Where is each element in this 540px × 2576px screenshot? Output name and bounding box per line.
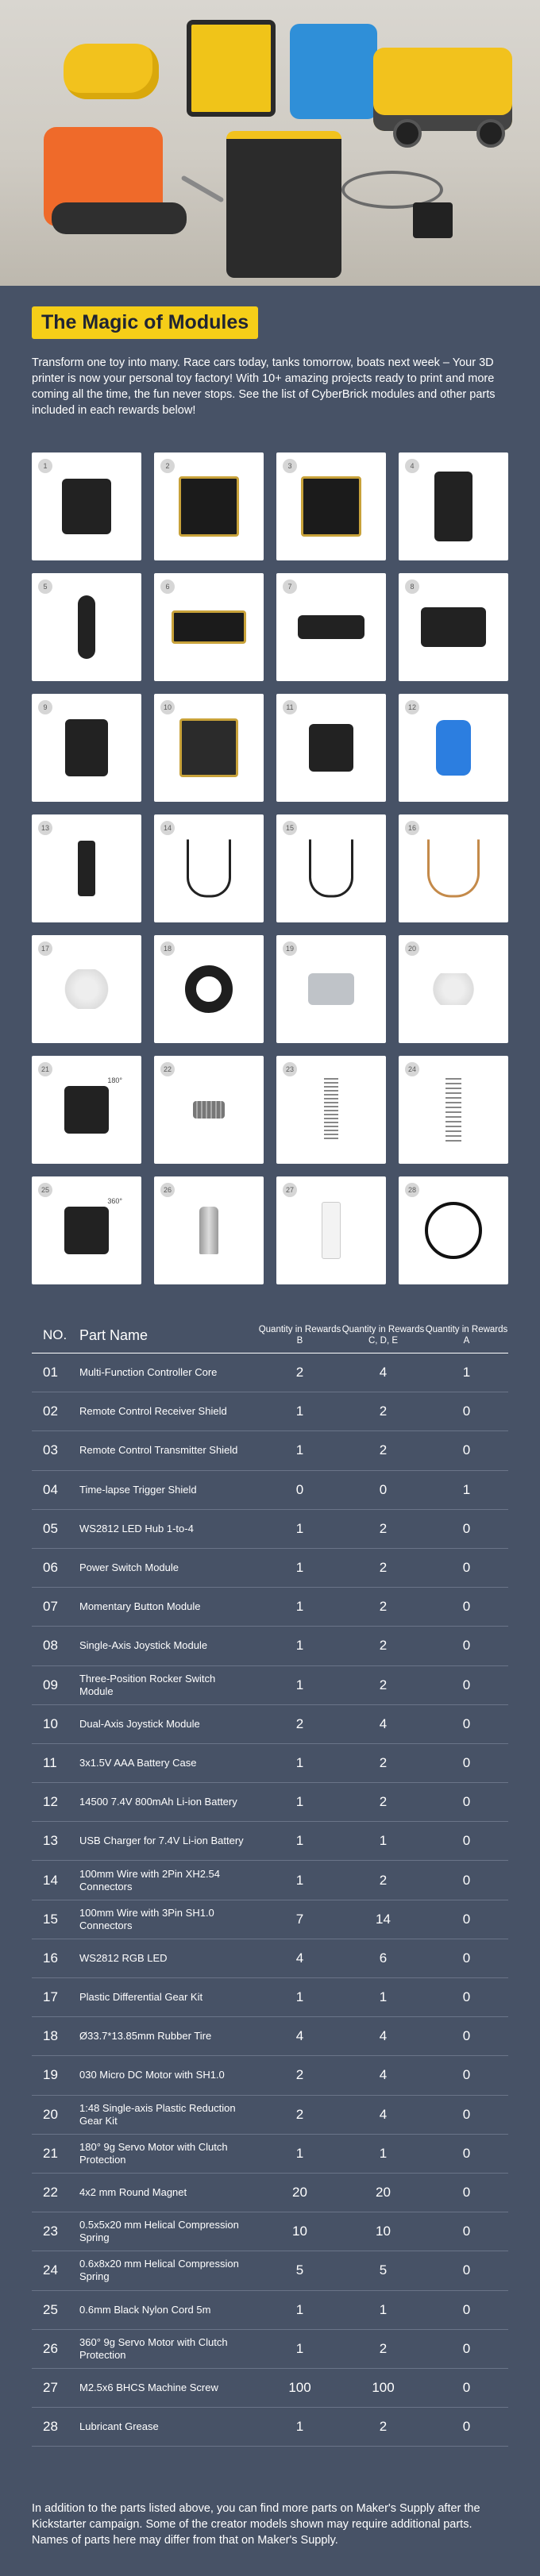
row-number: 19: [43, 2067, 58, 2083]
receiver-shield-image: [179, 476, 239, 537]
row-qty-a: 1: [462, 1481, 471, 1497]
part-number-badge: 13: [38, 821, 52, 835]
part-number-badge: 19: [283, 941, 297, 956]
row-qty-a: 0: [462, 2340, 471, 2356]
row-qty-cde: 5: [379, 2262, 388, 2278]
row-qty-b: 2: [295, 1715, 304, 1731]
row-qty-b: 10: [292, 2224, 307, 2239]
table-row: [32, 1353, 508, 1392]
row-qty-a: 0: [462, 1638, 471, 1654]
row-qty-cde: 2: [379, 1638, 388, 1654]
row-number: 23: [43, 2224, 58, 2239]
table-row: [32, 1510, 508, 1549]
row-qty-cde: 1: [379, 2145, 388, 2161]
row-number: 06: [43, 1560, 58, 1576]
part-card: [399, 452, 508, 560]
spring-06-image: [446, 1078, 461, 1142]
row-number: 10: [43, 1715, 58, 1731]
row-qty-a: 0: [462, 2067, 471, 2083]
row-qty-a: 0: [462, 1715, 471, 1731]
row-number: 18: [43, 2028, 58, 2044]
table-row: [32, 2096, 508, 2135]
row-part-name: Time-lapse Trigger Shield: [79, 1483, 197, 1496]
row-qty-cde: 4: [379, 1715, 388, 1731]
row-qty-cde: 2: [379, 1872, 388, 1888]
row-part-name: Ø33.7*13.85mm Rubber Tire: [79, 2030, 212, 2043]
section-header: [0, 286, 540, 339]
yellow-forklift-toy: [187, 20, 276, 117]
row-qty-b: 1: [295, 1794, 304, 1810]
row-number: 28: [43, 2419, 58, 2435]
row-number: 27: [43, 2379, 58, 2395]
part-card: [399, 573, 508, 681]
row-number: 24: [43, 2262, 58, 2278]
row-qty-cde: 2: [379, 1520, 388, 1536]
part-number-badge: 6: [160, 580, 175, 594]
table-row: [32, 1861, 508, 1900]
part-number-badge: 1: [38, 459, 52, 473]
part-card: [276, 1056, 386, 1164]
table-row: [32, 2056, 508, 2095]
battery-case-image: [309, 724, 353, 772]
row-number: 26: [43, 2340, 58, 2356]
part-number-badge: 14: [160, 821, 175, 835]
parts-grid: [32, 452, 508, 1284]
row-qty-a: 0: [462, 1989, 471, 2005]
row-number: 09: [43, 1677, 58, 1692]
rocker-switch-image: [65, 719, 108, 776]
row-qty-a: 0: [462, 1872, 471, 1888]
rubber-tire-image: [185, 965, 233, 1013]
part-card: [399, 1056, 508, 1164]
part-card: [276, 935, 386, 1043]
row-qty-cde: 2: [379, 2419, 388, 2435]
row-qty-a: 0: [462, 1442, 471, 1458]
row-number: 04: [43, 1481, 58, 1497]
row-part-name: 14500 7.4V 800mAh Li-ion Battery: [79, 1796, 237, 1808]
row-number: 11: [43, 1754, 57, 1770]
row-number: 02: [43, 1404, 58, 1419]
nylon-cord-image: [425, 1202, 482, 1259]
row-qty-b: 4: [295, 1950, 304, 1966]
part-card: [32, 694, 141, 802]
row-qty-b: 1: [295, 1638, 304, 1654]
part-number-badge: 23: [283, 1062, 297, 1076]
wire-2pin-image: [187, 840, 231, 898]
row-number: 05: [43, 1520, 58, 1536]
row-qty-a: 0: [462, 2106, 471, 2122]
row-qty-a: 0: [462, 2262, 471, 2278]
row-number: 17: [43, 1989, 58, 2005]
row-part-name: 0.5x5x20 mm Helical Compression Spring: [79, 2219, 239, 2244]
row-qty-b: 1: [295, 1520, 304, 1536]
row-qty-cde: 6: [379, 1950, 388, 1966]
spring-05-image: [324, 1078, 338, 1142]
li-ion-battery-image: [436, 720, 471, 776]
row-qty-cde: 4: [379, 2028, 388, 2044]
row-qty-a: 0: [462, 1677, 471, 1692]
row-qty-b: 0: [295, 1481, 304, 1497]
table-row: [32, 1392, 508, 1431]
differential-gear-image: [57, 969, 116, 1009]
row-qty-a: 0: [462, 1520, 471, 1536]
truck-wheel: [476, 119, 505, 148]
part-card: [32, 452, 141, 560]
row-part-name: Three-Position Rocker Switch Module: [79, 1672, 216, 1697]
dual-joystick-image: [179, 718, 238, 777]
row-qty-a: 0: [462, 2419, 471, 2435]
tweezers: [181, 175, 225, 202]
footer-note: In addition to the parts listed above, you can find more parts on Maker's Supply after the Kickstarter campaign. Some of the creator models shown may require additional parts. Names of parts here may differ from that on Maker's Supply.: [32, 2501, 480, 2547]
row-qty-cde: 4: [379, 2106, 388, 2122]
table-row: [32, 1549, 508, 1588]
table-row: [32, 1705, 508, 1744]
part-card: [32, 1056, 141, 1164]
row-qty-b: 2: [295, 2067, 304, 2083]
row-qty-b: 1: [295, 2301, 304, 2317]
row-part-name: 1:48 Single-axis Plastic Reduction Gear Kit: [79, 2101, 236, 2127]
row-qty-cde: 14: [376, 1911, 391, 1927]
part-card: [154, 1056, 264, 1164]
part-card: [276, 452, 386, 560]
row-number: 03: [43, 1442, 58, 1458]
row-qty-a: 0: [462, 2224, 471, 2239]
part-card: [154, 694, 264, 802]
row-qty-a: 0: [462, 1404, 471, 1419]
row-qty-b: 1: [295, 2145, 304, 2161]
row-qty-a: 1: [462, 1365, 471, 1380]
row-qty-cde: 4: [379, 1365, 388, 1380]
part-card: [399, 935, 508, 1043]
table-row: [32, 1431, 508, 1470]
row-part-name: USB Charger for 7.4V Li-ion Battery: [79, 1835, 244, 1847]
part-card: [276, 694, 386, 802]
row-part-name: Remote Control Receiver Shield: [79, 1405, 227, 1418]
row-qty-a: 0: [462, 1911, 471, 1927]
table-row: [32, 2174, 508, 2212]
table-row: [32, 1978, 508, 2017]
part-number-badge: 11: [283, 700, 297, 714]
transmitter-shield-image: [301, 476, 361, 537]
table-row: [32, 2251, 508, 2290]
row-part-name: Multi-Function Controller Core: [79, 1366, 218, 1379]
table-row: [32, 2291, 508, 2330]
row-qty-a: 0: [462, 2185, 471, 2201]
row-part-name: Lubricant Grease: [79, 2420, 159, 2433]
part-number-badge: 15: [283, 821, 297, 835]
single-joystick-image: [421, 607, 486, 647]
row-part-name: 100mm Wire with 3Pin SH1.0 Connectors: [79, 1906, 214, 1931]
blue-robot-toy: [290, 24, 377, 119]
part-number-badge: 28: [405, 1183, 419, 1197]
row-qty-b: 1: [295, 1599, 304, 1615]
row-qty-b: 2: [295, 2106, 304, 2122]
part-card: [154, 935, 264, 1043]
row-part-name: WS2812 RGB LED: [79, 1951, 168, 1964]
row-qty-b: 1: [295, 2419, 304, 2435]
table-body: [32, 1353, 508, 2447]
row-qty-cde: 2: [379, 1560, 388, 1576]
part-number-badge: 2: [160, 459, 175, 473]
table-row: [32, 2017, 508, 2056]
header-qty-b: Quantity in Rewards B: [258, 1325, 341, 1346]
table-row: [32, 1744, 508, 1783]
yellow-module-toy: [64, 44, 159, 99]
table-row: [32, 2408, 508, 2447]
row-part-name: WS2812 LED Hub 1-to-4: [79, 1522, 194, 1534]
row-qty-b: 1: [295, 1442, 304, 1458]
part-number-badge: 20: [405, 941, 419, 956]
table-row: [32, 2135, 508, 2174]
row-part-name: 360° 9g Servo Motor with Clutch Protection: [79, 2335, 228, 2361]
row-qty-a: 0: [462, 1560, 471, 1576]
rgb-led-image: [427, 840, 480, 898]
table-row: [32, 1822, 508, 1861]
row-qty-a: 0: [462, 2379, 471, 2395]
part-number-badge: 18: [160, 941, 175, 956]
row-qty-a: 0: [462, 1754, 471, 1770]
part-number-badge: 27: [283, 1183, 297, 1197]
row-number: 12: [43, 1794, 58, 1810]
row-number: 01: [43, 1365, 58, 1380]
part-number-badge: 10: [160, 700, 175, 714]
row-number: 21: [43, 2145, 58, 2161]
table-row: [32, 1783, 508, 1822]
row-qty-a: 0: [462, 2028, 471, 2044]
orange-robot-base: [52, 202, 187, 234]
row-qty-b: 5: [295, 2262, 304, 2278]
wire-3pin-image: [309, 840, 353, 898]
part-card: [399, 694, 508, 802]
part-card: [154, 452, 264, 560]
button-module-image: [298, 615, 364, 639]
part-card: [399, 814, 508, 922]
part-number-badge: 4: [405, 459, 419, 473]
part-card: [276, 814, 386, 922]
dc-motor-image: [308, 973, 354, 1005]
servo-360-label: 360°: [107, 1197, 122, 1205]
part-card: [399, 1176, 508, 1284]
row-qty-b: 1: [295, 1872, 304, 1888]
part-number-badge: 25: [38, 1183, 52, 1197]
header-qty-a: Quantity in Rewards A: [425, 1325, 508, 1346]
intro-text: Transform one toy into many. Race cars today, tanks tomorrow, boats next week – Your 3D printer is now your personal toy factory! With 10+ amazing projects ready to print and more coming all the time, the fun never stops. See the list of CyberBrick modules and other parts included in each rewards below!: [32, 356, 496, 417]
row-qty-a: 0: [462, 2145, 471, 2161]
servo-180-label: 180°: [107, 1076, 122, 1084]
row-qty-b: 1: [295, 1677, 304, 1692]
part-number-badge: 26: [160, 1183, 175, 1197]
truck-wheel: [393, 119, 422, 148]
row-qty-cde: 0: [379, 1481, 388, 1497]
header-qty-cde: Quantity in Rewards C, D, E: [341, 1325, 425, 1346]
row-number: 07: [43, 1599, 58, 1615]
table-row: [32, 2330, 508, 2369]
row-qty-a: 0: [462, 1599, 471, 1615]
row-number: 08: [43, 1638, 58, 1654]
row-qty-cde: 1: [379, 1989, 388, 2005]
row-qty-b: 2: [295, 1365, 304, 1380]
part-number-badge: 9: [38, 700, 52, 714]
part-card: [32, 573, 141, 681]
row-part-name: 0.6mm Black Nylon Cord 5m: [79, 2303, 211, 2316]
section-title: The Magic of Modules: [32, 306, 258, 339]
part-number-badge: 3: [283, 459, 297, 473]
row-qty-b: 1: [295, 1754, 304, 1770]
parts-table: [32, 1318, 508, 2447]
table-header: [32, 1318, 508, 1353]
row-part-name: 3x1.5V AAA Battery Case: [79, 1756, 197, 1769]
part-card: [32, 814, 141, 922]
part-number-badge: 16: [405, 821, 419, 835]
part-card: [276, 1176, 386, 1284]
part-card: [154, 1176, 264, 1284]
row-number: 20: [43, 2106, 58, 2122]
part-number-badge: 21: [38, 1062, 52, 1076]
row-qty-cde: 2: [379, 1754, 388, 1770]
row-qty-cde: 100: [372, 2379, 395, 2395]
table-row: [32, 1588, 508, 1627]
table-row: [32, 2212, 508, 2251]
row-number: 16: [43, 1950, 58, 1966]
black-forklift-toy: [226, 131, 341, 278]
row-qty-b: 4: [295, 2028, 304, 2044]
round-magnet-image: [193, 1101, 225, 1119]
row-qty-cde: 2: [379, 1442, 388, 1458]
led-hub-image: [78, 595, 95, 659]
row-qty-a: 0: [462, 1794, 471, 1810]
row-number: 14: [43, 1872, 58, 1888]
usb-charger-image: [78, 841, 95, 896]
machine-screw-image: [199, 1207, 218, 1254]
row-part-name: 4x2 mm Round Magnet: [79, 2186, 187, 2199]
row-part-name: 0.6x8x20 mm Helical Compression Spring: [79, 2258, 239, 2283]
row-part-name: Momentary Button Module: [79, 1600, 201, 1613]
row-qty-a: 0: [462, 1950, 471, 1966]
part-card: [154, 814, 264, 922]
row-qty-cde: 1: [379, 1833, 388, 1849]
row-qty-b: 7: [295, 1911, 304, 1927]
part-number-badge: 17: [38, 941, 52, 956]
part-card: [32, 1176, 141, 1284]
part-number-badge: 22: [160, 1062, 175, 1076]
row-part-name: 180° 9g Servo Motor with Clutch Protection: [79, 2140, 228, 2166]
controller-core-image: [62, 479, 111, 534]
row-number: 22: [43, 2185, 58, 2201]
row-qty-cde: 10: [376, 2224, 391, 2239]
servo-360-image: [64, 1207, 109, 1254]
row-part-name: 100mm Wire with 2Pin XH2.54 Connectors: [79, 1867, 221, 1893]
controller-board: [413, 202, 453, 238]
part-number-badge: 8: [405, 580, 419, 594]
row-qty-a: 0: [462, 2301, 471, 2317]
power-switch-image: [172, 610, 246, 644]
part-card: [32, 935, 141, 1043]
part-number-badge: 12: [405, 700, 419, 714]
timelapse-shield-image: [434, 472, 472, 541]
row-qty-cde: 4: [379, 2067, 388, 2083]
row-part-name: M2.5x6 BHCS Machine Screw: [79, 2381, 218, 2393]
row-qty-b: 1: [295, 1560, 304, 1576]
row-qty-cde: 20: [376, 2185, 391, 2201]
row-qty-cde: 2: [379, 2340, 388, 2356]
lubricant-grease-image: [322, 1202, 341, 1259]
row-part-name: 030 Micro DC Motor with SH1.0: [79, 2069, 225, 2081]
servo-180-image: [64, 1086, 109, 1134]
row-part-name: Dual-Axis Joystick Module: [79, 1717, 200, 1730]
header-part-name: Part Name: [79, 1327, 148, 1343]
row-number: 25: [43, 2301, 58, 2317]
row-qty-b: 100: [288, 2379, 311, 2395]
table-row: [32, 1471, 508, 1510]
row-qty-cde: 2: [379, 1677, 388, 1692]
row-qty-b: 20: [292, 2185, 307, 2201]
row-qty-cde: 2: [379, 1599, 388, 1615]
table-row: [32, 1939, 508, 1978]
row-number: 13: [43, 1833, 58, 1849]
table-row: [32, 1627, 508, 1665]
row-qty-b: 1: [295, 1833, 304, 1849]
row-qty-a: 0: [462, 1833, 471, 1849]
row-number: 15: [43, 1911, 58, 1927]
row-qty-b: 1: [295, 1404, 304, 1419]
row-qty-cde: 2: [379, 1794, 388, 1810]
reduction-gear-image: [424, 973, 483, 1005]
row-part-name: Single-Axis Joystick Module: [79, 1639, 208, 1652]
table-row: [32, 2369, 508, 2408]
part-number-badge: 7: [283, 580, 297, 594]
part-number-badge: 5: [38, 580, 52, 594]
row-qty-b: 1: [295, 1989, 304, 2005]
row-qty-cde: 2: [379, 1404, 388, 1419]
row-part-name: Plastic Differential Gear Kit: [79, 1991, 203, 2004]
hero-photo: [0, 0, 540, 286]
part-card: [154, 573, 264, 681]
table-row: [32, 1666, 508, 1705]
header-no: NO.: [43, 1327, 68, 1342]
part-card: [276, 573, 386, 681]
table-row: [32, 1900, 508, 1939]
row-part-name: Power Switch Module: [79, 1561, 179, 1574]
row-part-name: Remote Control Transmitter Shield: [79, 1444, 238, 1457]
part-number-badge: 24: [405, 1062, 419, 1076]
row-qty-cde: 1: [379, 2301, 388, 2317]
row-qty-b: 1: [295, 2340, 304, 2356]
